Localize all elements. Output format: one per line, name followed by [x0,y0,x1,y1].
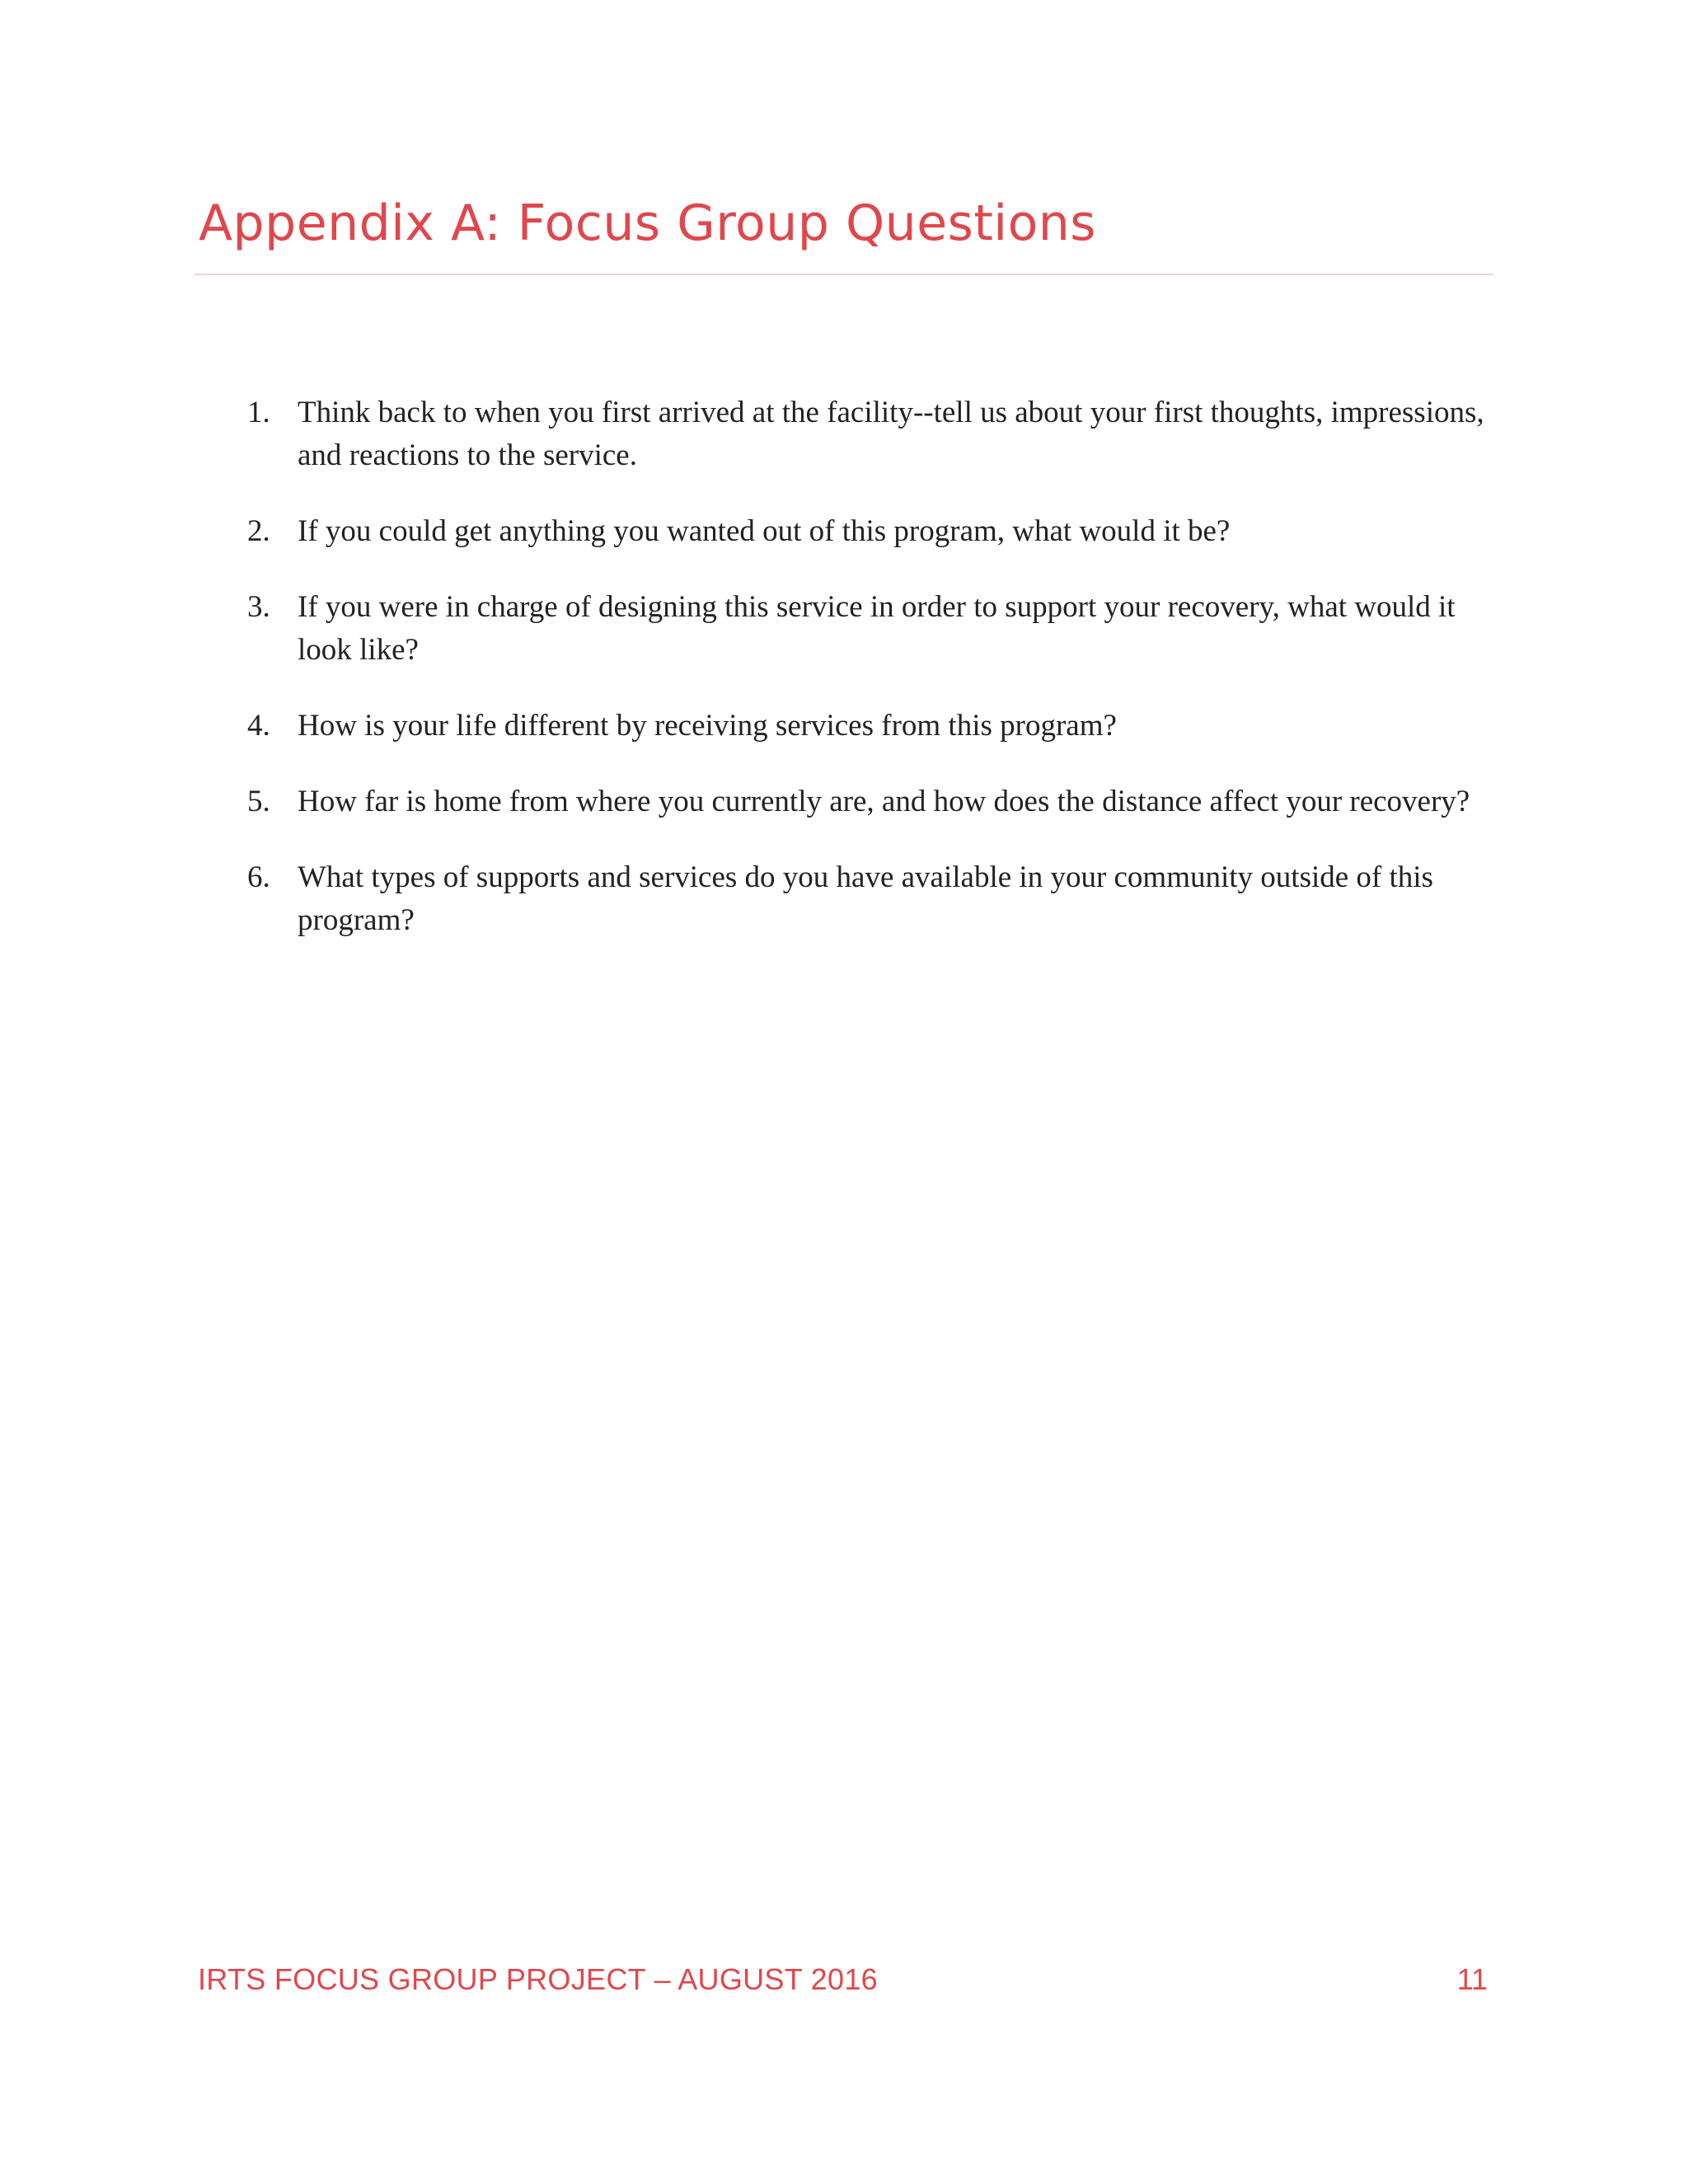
item-number: 5. [247,785,270,818]
footer-title: IRTS FOCUS GROUP PROJECT – AUGUST 2016 [198,1962,878,1996]
question-text: How far is home from where you currently are, and how does the distance affect your recovery? [298,785,1470,818]
question-text: If you were in charge of designing this service in order to support your recovery, what would it look like? [298,590,1456,667]
item-number: 6. [247,860,270,894]
question-text: How is your life different by receiving services from this program? [298,709,1117,743]
list-item [239,586,1492,672]
heading-divider [195,274,1493,275]
list-item [239,391,1492,477]
list-item [239,856,1492,942]
list-item [239,705,1492,748]
item-number: 1. [247,396,270,429]
list-item [239,780,1492,823]
question-text: Think back to when you first arrived at the facility--tell us about your first thoughts, impressions, and reactions to the service. [298,396,1484,472]
page-number: 11 [1456,1962,1488,1996]
question-text: If you could get anything you wanted out of this program, what would it be? [298,514,1231,548]
item-number: 3. [247,590,270,624]
question-list [239,391,1492,975]
list-item [239,510,1492,553]
question-text: What types of supports and services do you have available in your community outside of this program? [298,860,1433,937]
item-number: 2. [247,514,270,548]
page-title: Appendix A: Focus Group Questions [199,194,1097,252]
item-number: 4. [247,709,270,743]
